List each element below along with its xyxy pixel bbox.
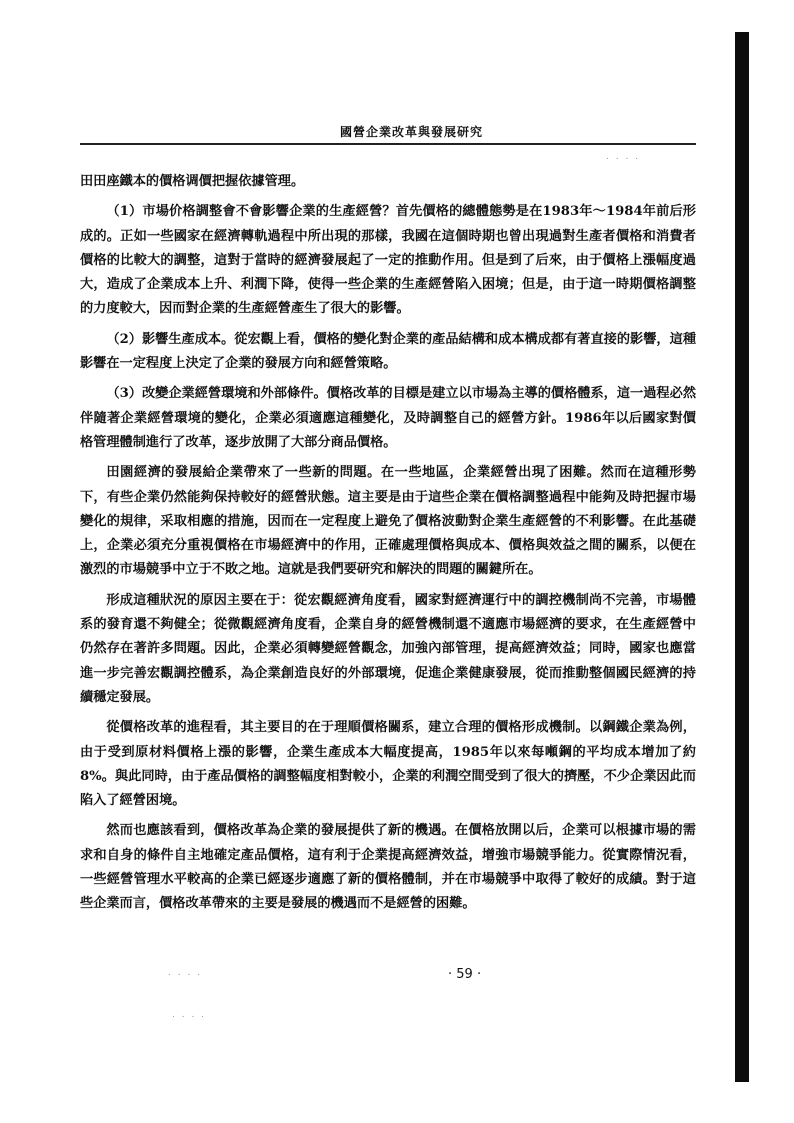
page-number: · 59 ·: [448, 967, 482, 982]
paragraph-6: 形成這種狀況的原因主要在于：從宏觀經濟角度看，國家對經濟運行中的調控機制尚不完善，市場體系的發育還不夠健全；從微觀經濟角度看，企業自身的經營機制還不適應市場經濟的要求，在生產經營中仍然存在著許多問題。因此，企業必須轉變經營觀念，加強內部管理，提高經濟效益；同時，國家也應當進一步完善宏觀調控體系，為企業創造良好的外部環境，促進企業健康發展，從而推動整個國民經濟的持續穩定發展。: [80, 592, 696, 705]
body-text: [80, 170, 696, 923]
page-binding-edge: [735, 32, 749, 1082]
running-header-title: 國營企業改革與發展研究: [340, 125, 484, 139]
paragraph-1: 田田座鐵本的價格调價把握依據管理。: [80, 174, 305, 189]
paragraph-8: 然而也應該看到，價格改革為企業的發展提供了新的機遇。在價格放開以后，企業可以根據市場的需求和自身的條件自主地確定產品價格，這有利于企業提高經濟效益，增強市場競爭能力。從實際情況看，一些經營管理水平較高的企業已經逐步適應了新的價格體制，并在市場競爭中取得了較好的成績。對于這些企業而言，價格改革帶來的主要是發展的機遇而不是經營的困難。: [80, 823, 696, 912]
header-rule: [80, 143, 696, 145]
paragraph-4: （3）改變企業經營環境和外部條件。價格改革的目標是建立以市場為主導的價格體系，這一過程必然伴隨著企業經營環境的變化，企業必須適應這種變化，及時調整自己的經營方針。1986年以后國家對價格管理體制進行了改革，逐步放開了大部分商品價格。: [80, 386, 696, 450]
scan-speck: . . . .: [168, 968, 203, 978]
paragraph-5: 田園經濟的發展給企業帶來了一些新的問題。在一些地區，企業經營出現了困難。然而在這種形勢下，有些企業仍然能夠保持較好的經營狀態。這主要是由于這些企業在價格調整過程中能夠及時把握市場變化的規律，采取相應的措施，因而在一定程度上避免了價格波動對企業生產經營的不利影響。在此基礎上，企業必須充分重視價格在市場經濟中的作用，正確處理價格與成本、價格與效益之間的關系，以便在激烈的市場競爭中立于不敗之地。這就是我們要研究和解決的問題的關鍵所在。: [80, 465, 696, 578]
scan-speck: . . . .: [172, 1010, 207, 1020]
scan-speck: . . . .: [606, 152, 641, 162]
paragraph-3: （2）影響生產成本。從宏觀上看，價格的變化對企業的產品結構和成本構成都有著直接的影響，這種影響在一定程度上決定了企業的發展方向和經營策略。: [80, 331, 696, 372]
paragraph-2: （1）市場价格調整會不會影響企業的生產經營？首先價格的總體態勢是在1983年～1984年前后形成的。正如一些國家在經濟轉軌過程中所出現的那樣，我國在這個時期也曾出現過對生產者價格和消費者價格的比較大的調整，這對于當時的經濟發展起了一定的推動作用。但是到了后來，由于價格上漲幅度過大，造成了企業成本上升、利潤下降，使得一些企業的生產經營陷入困境；但是，由于這一時期價格調整的力度較大，因而對企業的生產經營產生了很大的影響。: [80, 204, 696, 317]
paragraph-7: 從價格改革的進程看，其主要目的在于理順價格關系，建立合理的價格形成機制。以鋼鐵企業為例，由于受到原材料價格上漲的影響，企業生產成本大幅度提高，1985年以來每噸鋼的平均成本增加了約8%。與此同時，由于產品價格的調整幅度相對較小，企業的利潤空間受到了很大的擠壓，不少企業因此而陷入了經營困境。: [80, 720, 696, 809]
